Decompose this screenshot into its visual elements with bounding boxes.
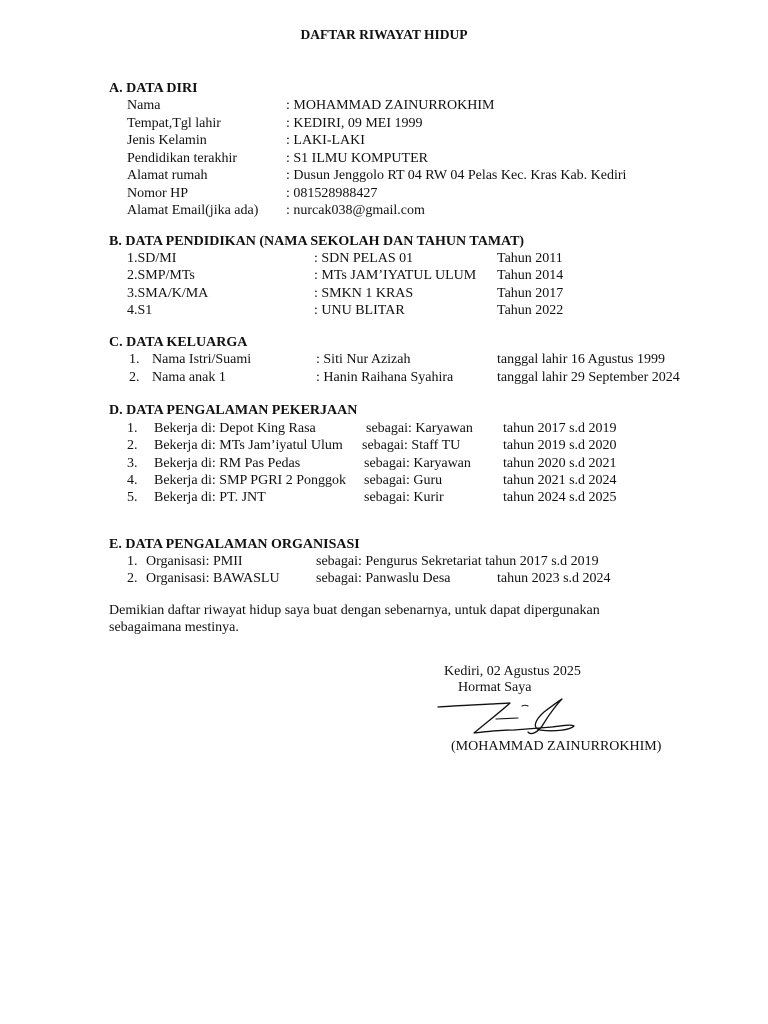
organization-row: [0, 570, 768, 587]
list-number: 1.: [127, 421, 138, 436]
work-row: [0, 455, 768, 472]
education-row: [0, 267, 768, 284]
list-number: 2.: [127, 571, 138, 586]
field-label: Nama: [127, 98, 161, 113]
work-row: [0, 437, 768, 454]
graduation-year: Tahun 2022: [497, 303, 564, 318]
school-name: : MTs JAM’IYATUL ULUM: [314, 268, 477, 283]
family-name: : Siti Nur Azizah: [316, 352, 411, 367]
signature-name: (MOHAMMAD ZAINURROKHIM): [451, 739, 662, 754]
data-diri-row: [0, 150, 768, 167]
school-name: : SDN PELAS 01: [314, 251, 414, 266]
field-label: Alamat Email(jika ada): [127, 203, 259, 218]
document-title: DAFTAR RIWAYAT HIDUP: [300, 27, 468, 42]
data-diri-row: [0, 167, 768, 184]
section-a-heading: A. DATA DIRI: [109, 81, 198, 96]
work-place: Bekerja di: MTs Jam’iyatul Ulum: [154, 438, 343, 453]
graduation-year: Tahun 2011: [497, 251, 563, 266]
data-diri-row: [0, 132, 768, 149]
signature-image: [436, 697, 586, 739]
education-level: 3.SMA/K/MA: [127, 286, 209, 301]
family-row: [0, 351, 768, 368]
work-row: [0, 420, 768, 437]
organization-period: tahun 2023 s.d 2024: [497, 571, 611, 586]
family-relation: Nama anak 1: [152, 370, 226, 385]
data-diri-row: [0, 97, 768, 114]
field-label: Nomor HP: [127, 186, 189, 201]
work-role: sebagai: Guru: [364, 473, 443, 488]
data-diri-row: [0, 185, 768, 202]
field-label: Jenis Kelamin: [127, 133, 207, 148]
section-c-heading: C. DATA KELUARGA: [109, 335, 248, 350]
field-value: : S1 ILMU KOMPUTER: [286, 151, 428, 166]
work-role: sebagai: Staff TU: [362, 438, 461, 453]
organization-row: [0, 553, 768, 570]
work-row: [0, 472, 768, 489]
list-number: 3.: [127, 456, 138, 471]
education-level: 4.S1: [127, 303, 153, 318]
data-diri-row: [0, 115, 768, 132]
family-row: [0, 369, 768, 386]
field-label: Pendidikan terakhir: [127, 151, 238, 166]
education-level: 1.SD/MI: [127, 251, 177, 266]
education-row: [0, 302, 768, 319]
field-value: : LAKI-LAKI: [286, 133, 365, 148]
work-period: tahun 2019 s.d 2020: [503, 438, 617, 453]
education-level: 2.SMP/MTs: [127, 268, 195, 283]
education-row: [0, 285, 768, 302]
data-diri-row: [0, 202, 768, 219]
section-b-heading: B. DATA PENDIDIKAN (NAMA SEKOLAH DAN TAHUN TAMAT): [109, 234, 525, 249]
graduation-year: Tahun 2017: [497, 286, 564, 301]
work-period: tahun 2024 s.d 2025: [503, 490, 617, 505]
work-role: sebagai: Kurir: [364, 490, 444, 505]
list-number: 4.: [127, 473, 138, 488]
field-label: Tempat,Tgl lahir: [127, 116, 221, 131]
work-place: Bekerja di: RM Pas Pedas: [154, 456, 301, 471]
family-relation: Nama Istri/Suami: [152, 352, 252, 367]
section-d-heading: D. DATA PENGALAMAN PEKERJAAN: [109, 403, 358, 418]
work-place: Bekerja di: PT. JNT: [154, 490, 266, 505]
work-role: sebagai: Karyawan: [366, 421, 473, 436]
work-period: tahun 2020 s.d 2021: [503, 456, 617, 471]
section-e-heading: E. DATA PENGALAMAN ORGANISASI: [109, 537, 360, 552]
list-number: 1.: [129, 352, 140, 367]
signature-place-date: Kediri, 02 Agustus 2025: [444, 664, 581, 679]
school-name: : UNU BLITAR: [314, 303, 405, 318]
closing-statement: Demikian daftar riwayat hidup saya buat dengan sebenarnya, untuk dapat dipergunakan sebagaimana mestinya.: [109, 603, 600, 635]
list-number: 5.: [127, 490, 138, 505]
list-number: 2.: [129, 370, 140, 385]
organization-role: sebagai: Panwaslu Desa: [316, 571, 451, 586]
field-value: : KEDIRI, 09 MEI 1999: [286, 116, 423, 131]
education-row: [0, 250, 768, 267]
work-period: tahun 2017 s.d 2019: [503, 421, 617, 436]
organization-role: sebagai: Pengurus Sekretariat tahun 2017 s.d 2019: [316, 554, 599, 569]
family-dob: tanggal lahir 29 September 2024: [497, 370, 680, 385]
work-place: Bekerja di: SMP PGRI 2 Ponggok: [154, 473, 346, 488]
family-name: : Hanin Raihana Syahira: [316, 370, 454, 385]
field-value: : MOHAMMAD ZAINURROKHIM: [286, 98, 495, 113]
signature-greeting: Hormat Saya: [458, 680, 532, 695]
organization-name: Organisasi: PMII: [146, 554, 243, 569]
work-place: Bekerja di: Depot King Rasa: [154, 421, 316, 436]
field-value: : Dusun Jenggolo RT 04 RW 04 Pelas Kec. Kras Kab. Kediri: [286, 168, 627, 183]
field-value: : nurcak038@gmail.com: [286, 203, 425, 218]
work-role: sebagai: Karyawan: [364, 456, 471, 471]
work-row: [0, 489, 768, 506]
list-number: 1.: [127, 554, 138, 569]
family-dob: tanggal lahir 16 Agustus 1999: [497, 352, 665, 367]
field-value: : 081528988427: [286, 186, 378, 201]
work-period: tahun 2021 s.d 2024: [503, 473, 617, 488]
school-name: : SMKN 1 KRAS: [314, 286, 414, 301]
graduation-year: Tahun 2014: [497, 268, 564, 283]
organization-name: Organisasi: BAWASLU: [146, 571, 280, 586]
list-number: 2.: [127, 438, 138, 453]
field-label: Alamat rumah: [127, 168, 208, 183]
